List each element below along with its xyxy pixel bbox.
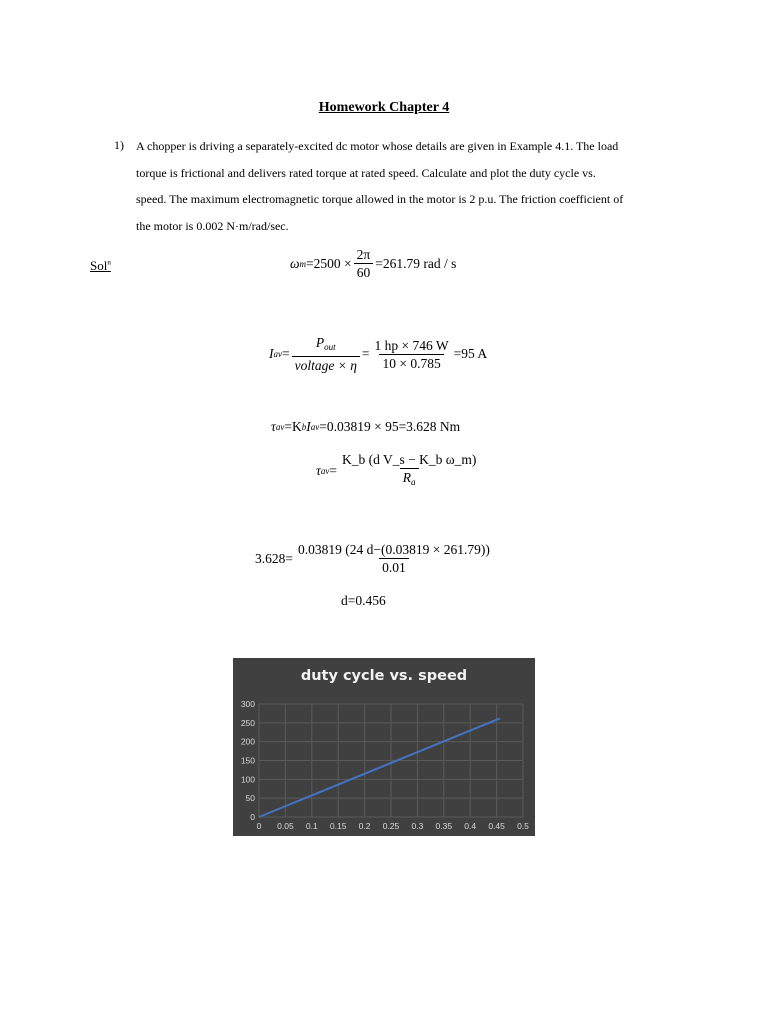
x-tick-label: 0.45: [488, 821, 505, 831]
question-line: speed. The maximum electromagnetic torque allowed in the motor is 2 p.u. The friction coefficient of: [136, 192, 624, 206]
y-tick-label: 100: [240, 774, 255, 785]
chart-plot: [233, 658, 535, 836]
x-tick-label: 0.35: [435, 821, 453, 831]
torque-equation-2: τ av = $\frac{\text{K\_b (d V\_s − K\_b ω\_m)}}{R_a}$: [316, 451, 481, 491]
solve-equation: 3.628= $\frac{0.03819 (24 d-(0.03819 \times 261.79))}{0.01}$: [255, 542, 490, 575]
duty-cycle-result: d=0.456: [341, 593, 386, 608]
question-text: [136, 133, 681, 239]
x-tick-label: 0.05: [277, 821, 294, 831]
y-tick-label: 250: [240, 717, 255, 728]
x-tick-label: 0.5: [517, 821, 529, 831]
question-line: torque is frictional and delivers rated torque at rated speed. Calculate and plot the duty cycle vs.: [136, 165, 596, 180]
y-tick-label: 150: [240, 755, 255, 766]
torque-equation-1: τ av =K b I av =0.03819 × 95=3.628 Nm: [271, 419, 461, 434]
omega-equation: ω m =2500 × $\frac{2\pi}{60}$ =261.79 rad / s: [290, 247, 457, 280]
x-tick-label: 0.4: [464, 821, 477, 831]
x-tick-label: 0.25: [382, 821, 400, 831]
x-tick-label: 0: [256, 821, 262, 831]
page-title: Homework Chapter 4: [318, 100, 450, 115]
question-line: the motor is 0.002 N·m/rad/sec.: [136, 218, 289, 233]
current-equation: I av = $\frac{P_{out}}{\text{voltage × η}}$ = $\frac{1 hp \times 746 W}{10 \times 0.785}$ =95 A: [269, 335, 488, 373]
y-tick-label: 200: [240, 736, 255, 747]
solution-label: Sol$^n$: [90, 258, 111, 273]
y-tick-label: 50: [245, 793, 255, 804]
question-number: 1): [114, 138, 124, 152]
y-tick-label: 300: [240, 699, 255, 709]
x-tick-label: 0.3: [411, 821, 424, 831]
y-tick-label: 0: [250, 812, 255, 822]
series-line: [259, 718, 500, 817]
duty-cycle-chart: [233, 658, 535, 836]
x-tick-label: 0.2: [358, 821, 371, 831]
question-line: A chopper is driving a separately-excited dc motor whose details are given in Example 4.1. The load: [136, 139, 619, 153]
chart-title: duty cycle vs. speed: [300, 668, 468, 684]
x-tick-label: 0.15: [329, 821, 347, 831]
x-tick-label: 0.1: [305, 821, 318, 831]
